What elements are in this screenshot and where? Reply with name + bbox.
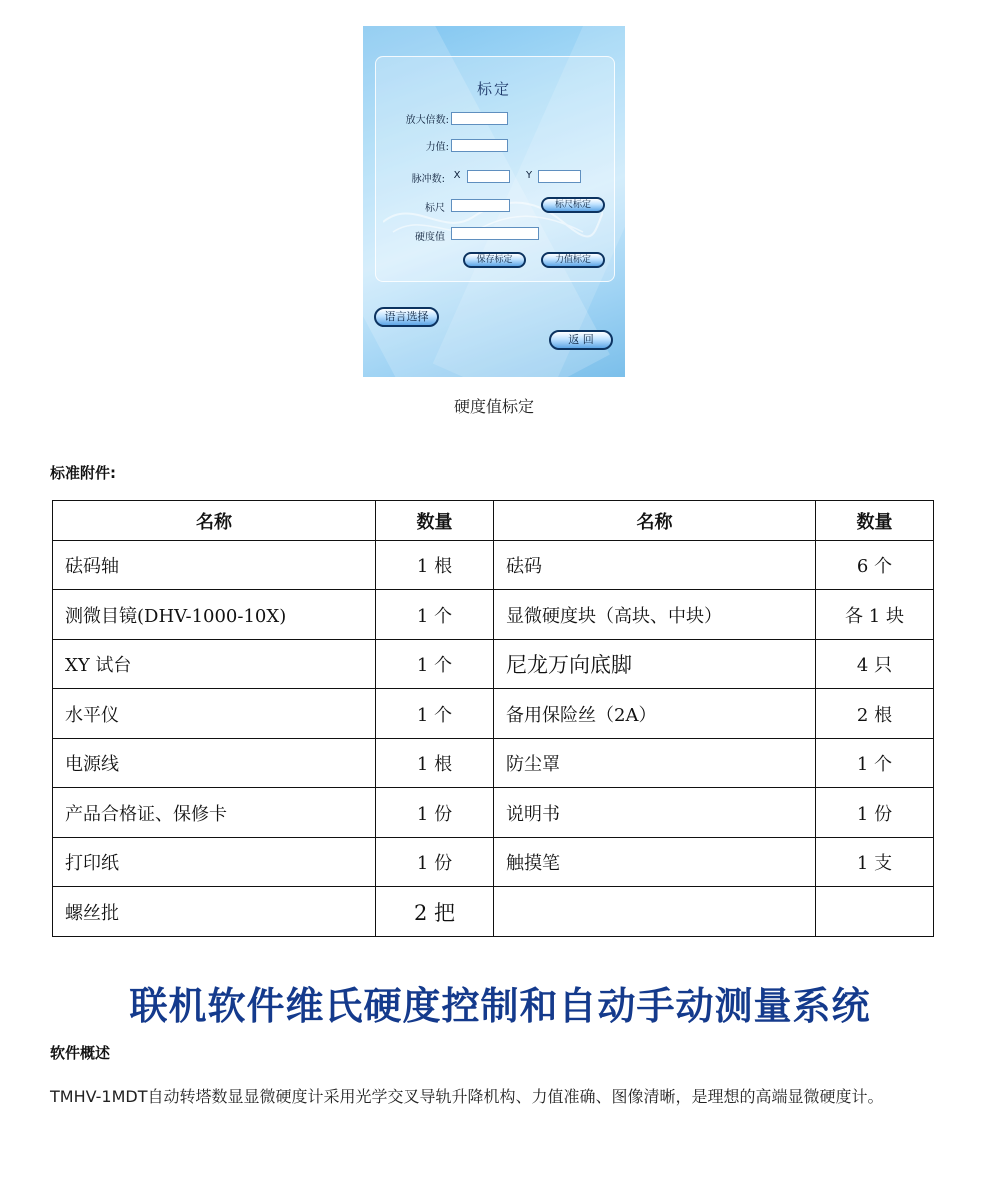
table-row	[53, 887, 934, 937]
item-name: 水平仪	[53, 689, 376, 739]
magnification-input[interactable]	[451, 112, 508, 125]
item-name: 触摸笔	[494, 838, 816, 887]
pulse-x-label: X	[453, 170, 461, 181]
scale-input[interactable]	[451, 199, 510, 212]
item-qty: 1 份	[816, 788, 934, 838]
item-qty: 2 根	[816, 689, 934, 739]
overview-paragraph: TMHV-1MDT自动转塔数显显微硬度计采用光学交叉导轨升降机构、力值准确、图像清晰，是理想的高端显微硬度计。	[50, 1087, 884, 1106]
table-row	[53, 739, 934, 788]
main-title: 联机软件维氏硬度控制和自动手动测量系统	[129, 984, 871, 1028]
item-qty: 各 1 块	[816, 590, 934, 640]
table-row	[53, 689, 934, 739]
accessories-heading: 标准附件:	[50, 464, 116, 482]
calibration-screen	[363, 26, 625, 377]
item-qty: 6 个	[816, 541, 934, 590]
item-qty: 1 支	[816, 838, 934, 887]
calibration-title: 标定	[476, 80, 511, 98]
item-qty: 2 把	[376, 887, 494, 937]
item-qty: 1 根	[376, 739, 494, 788]
item-name	[494, 887, 816, 937]
table-row	[53, 640, 934, 689]
overview-heading: 软件概述	[50, 1044, 111, 1062]
pulse-y-label: Y	[525, 170, 533, 181]
language-select-button[interactable]: 语言选择	[374, 307, 439, 327]
item-name: 砝码轴	[53, 541, 376, 590]
pulse-y-input[interactable]	[538, 170, 581, 183]
item-name: XY 试台	[53, 640, 376, 689]
header-name: 名称	[53, 501, 376, 541]
table-row	[53, 838, 934, 887]
item-name: 备用保险丝（2A）	[494, 689, 816, 739]
item-name: 砝码	[494, 541, 816, 590]
item-qty: 1 个	[376, 590, 494, 640]
scale-label: 标尺	[425, 203, 445, 214]
header-name: 名称	[494, 501, 816, 541]
item-qty: 1 个	[376, 640, 494, 689]
force-calibrate-button[interactable]: 力值标定	[541, 252, 605, 268]
image-caption: 硬度值标定	[453, 397, 534, 416]
magnification-label: 放大倍数:	[405, 115, 449, 126]
item-qty	[816, 887, 934, 937]
item-name: 测微目镜(DHV-1000-10X)	[53, 590, 376, 640]
scale-calibrate-button[interactable]: 标尺标定	[541, 197, 605, 213]
pulses-label: 脉冲数:	[411, 174, 445, 185]
item-name: 说明书	[494, 788, 816, 838]
hardness-label: 硬度值	[415, 232, 445, 243]
hardness-input[interactable]	[451, 227, 539, 240]
item-name: 显微硬度块（高块、中块）	[494, 590, 816, 640]
back-button[interactable]: 返 回	[549, 330, 613, 350]
item-name: 尼龙万向底脚	[494, 640, 816, 689]
header-qty: 数量	[376, 501, 494, 541]
item-qty: 1 根	[376, 541, 494, 590]
save-calibrate-button[interactable]: 保存标定	[463, 252, 526, 268]
table-row	[53, 541, 934, 590]
item-name: 螺丝批	[53, 887, 376, 937]
item-qty: 1 份	[376, 788, 494, 838]
pulse-x-input[interactable]	[467, 170, 510, 183]
item-name: 产品合格证、保修卡	[53, 788, 376, 838]
item-qty: 1 个	[376, 689, 494, 739]
item-qty: 1 个	[816, 739, 934, 788]
force-label: 力值:	[425, 142, 449, 153]
accessories-table	[52, 500, 934, 937]
item-name: 防尘罩	[494, 739, 816, 788]
table-row	[53, 590, 934, 640]
item-qty: 1 份	[376, 838, 494, 887]
table-header-row	[53, 501, 934, 541]
force-input[interactable]	[451, 139, 508, 152]
item-name: 电源线	[53, 739, 376, 788]
header-qty: 数量	[816, 501, 934, 541]
item-name: 打印纸	[53, 838, 376, 887]
table-row	[53, 788, 934, 838]
item-qty: 4 只	[816, 640, 934, 689]
